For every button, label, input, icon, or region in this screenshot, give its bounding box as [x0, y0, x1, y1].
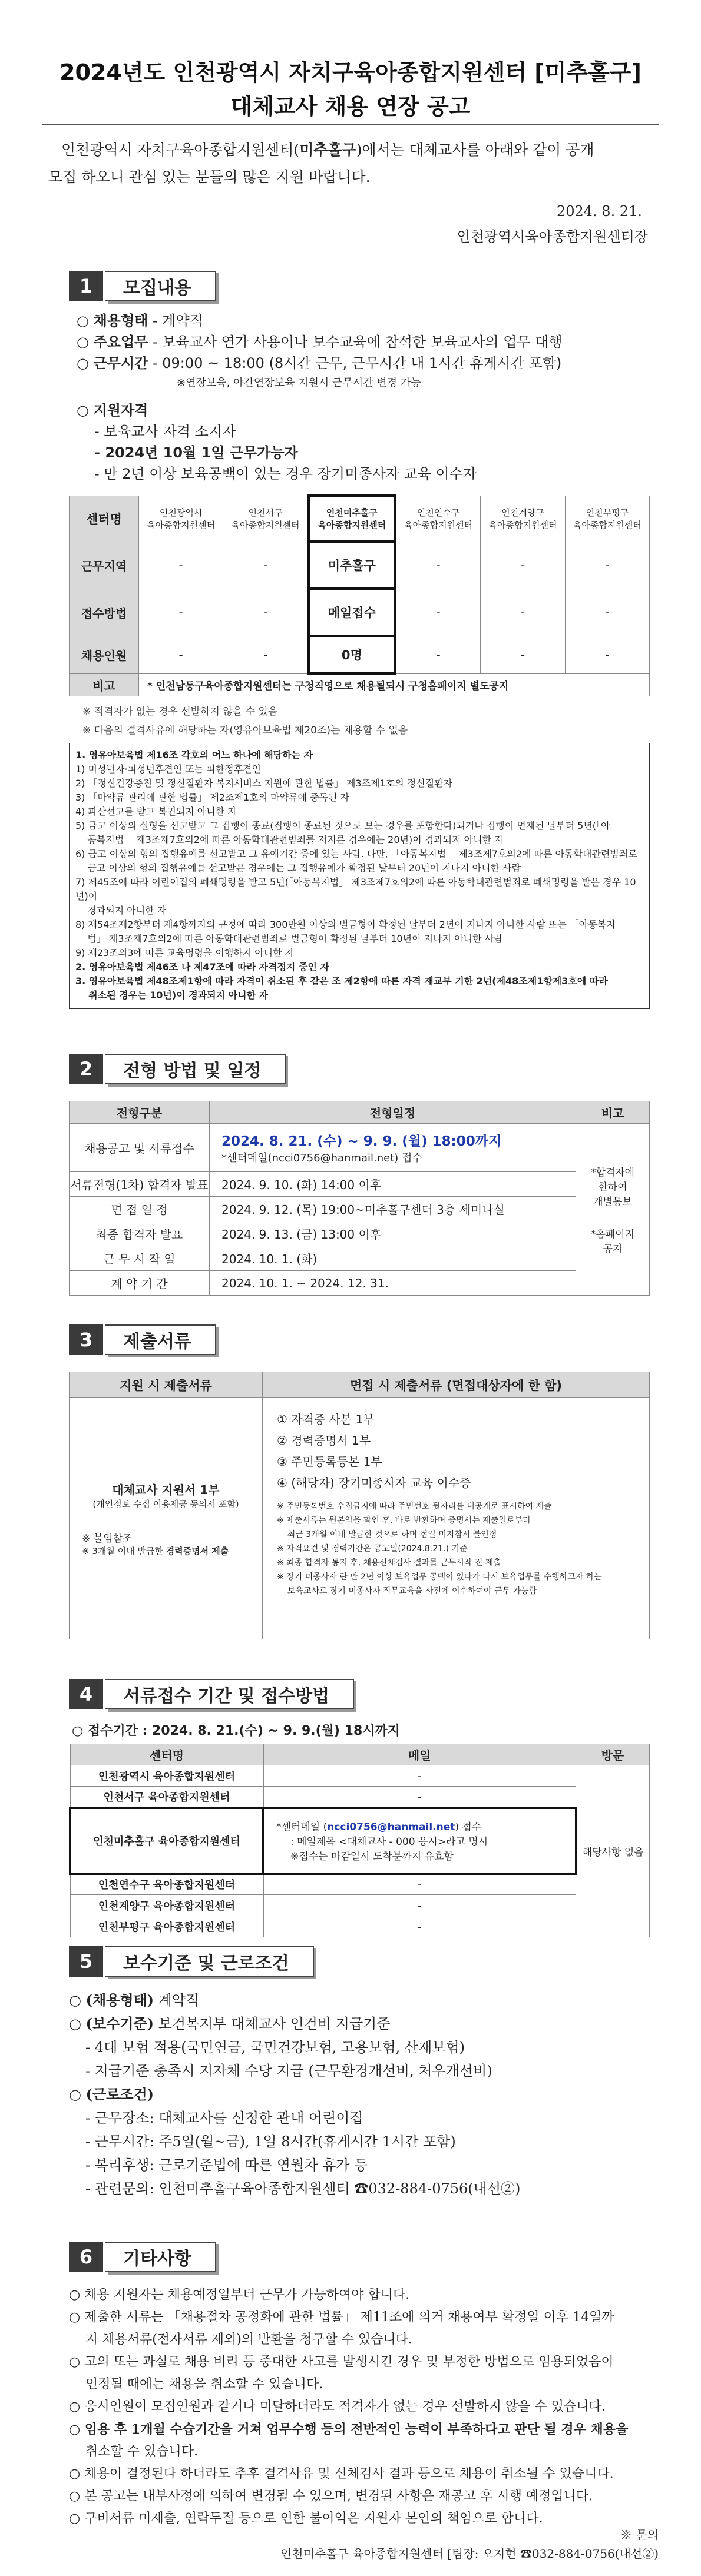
recruit-table: 센터명 인천광역시 육아종합지원센터 인천서구 육아종합지원센터 인천미추홀구 육아종합지원센터 인천연수구 육아종합지원센터 인천계양구 육아종합지원센터 인천부평구 육아종합지원센터 근무지역 - - 미추홀구 - - - 접수방법 - - 메일접수 - - - 채용인원 - - 0명 - - - 비고 * 인천남동구육아종합지원센터는 구청직영으로 채용될되시 구청홈페이지 별도공지 — [69, 494, 650, 696]
table-row: 서류전형(1차) 합격자 발표 2024. 9. 10. (화) 14:00 이후 — [70, 1172, 650, 1197]
section-5-header: 5 보수기준 및 근로조건 — [69, 1946, 314, 1977]
section-number: 1 — [69, 271, 103, 301]
receipt-period: ○ 접수기간 : 2024. 8. 21.(수) ~ 9. 9.(월) 18시까지 — [72, 1724, 401, 1738]
qual-line-3: - 만 2년 이상 보육공백이 있는 경우 장기미종사자 교육 이수자 — [94, 466, 477, 482]
receipt-table: 센터명 메일 방문 인천광역시 육아종합지원센터 - 해당사항 없음 인천서구 육아종합지원센터 - 인천미추홀구 육아종합지원센터 *센터메일 (ncci0756@hanmail.net) 접수 : 메일제목 <대체교사 - 000 응시>라고 명시 ※접수는 마감일시 도착분까지 유효함 인천연수구 육아종합지원센터 - 인천계양구 육아종합지원센터 - 인천부평구 육아종합지원센터 - — [69, 1744, 650, 1937]
table-row: 인천연수구 육아종합지원센터 - — [70, 1874, 650, 1895]
table-row: 최종 합격자 발표 2024. 9. 13. (금) 13:00 이후 — [70, 1221, 650, 1246]
item-work-hours: ○ 근무시간 - 09:00 ~ 18:00 (8시간 근무, 근무시간 내 1시간 휴게시간 포함) — [77, 355, 562, 371]
table-row: 근무지역 - - 미추홀구 - - - — [70, 542, 650, 589]
title-line1: 2024년도 인천광역시 자치구육아종합지원센터 [미추홀구] — [59, 59, 642, 85]
table-row: 인천부평구 육아종합지원센터 - — [70, 1916, 650, 1937]
item-main-duty: ○ 주요업무 - 보육교사 연가 사용이나 보수교육에 참석한 보육교사의 업무 대행 — [77, 334, 563, 350]
note-2: ※ 다음의 결격사유에 해당하는 자(영유아보육법 제20조)는 채용할 수 없음 — [82, 725, 408, 736]
table-remark: * 인천남동구육아종합지원센터는 구청직영으로 채용될되시 구청홈페이지 별도공지 — [139, 673, 650, 696]
section-title: 모집내용 — [105, 271, 216, 301]
title-line2: 대체교사 채용 연장 공고 — [230, 94, 471, 119]
table-row: 근 무 시 작 일 2024. 10. 1. (화) — [70, 1246, 650, 1271]
qual-line-2: - 2024년 10월 1일 근무가능자 — [94, 444, 298, 461]
etc-list: ○ 채용 지원자는 채용예정일부터 근무가 가능하여야 합니다. ○ 제출한 서류는 「채용절차 공정화에 관한 법률」 제11조에 의거 채용여부 확정일 이후 14일까 지 채용서류(전자서류 제외)의 반환을 청구할 수 있습니다. ○ 고의 또는 과실로 채용 비리 등 중대한 사고를 발생시킨 경우 및 부정한 방법으로 임용되었음이 인정될 때에는 채용을 취소할 수 있습니다. ○ 응시인원이 모집인원과 같거나 미달하더라도 적격자가 없는 경우 선발하지 않을 수 있습니다. ○ 임용 후 1개월 수습기간을 거쳐 업무수행 등의 전반적인 능력이 부족하다고 판단 될 경우 채용을 취소할 수 있습니다. ○ 채용이 결정된다 하더라도 추후 결격사유 및 신체검사 결과 등으로 채용이 취소될 수 있습니다. ○ 본 공고는 내부사정에 의하여 변경될 수 있으며, 변경된 사항은 재공고 후 시행 예정입니다. ○ 구비서류 미제출, 연락두절 등으로 인한 불이익은 지원자 본인의 책임으로 합니다. — [69, 2288, 629, 2526]
email-link[interactable]: ncci0756@hanmail.net — [327, 1821, 455, 1833]
schedule-table: 전형구분 전형일정 비고 채용공고 및 서류접수 2024. 8. 21. (수) ~ 9. 9. (월) 18:00까지 *센터메일(ncci0756@hanmail.net) 접수 *합격자에 한하여 개별통보 *홈페이지 공지 서류전형(1차) 합격자 발표 2024. 9. 10. (화) 14:00 이후 면 접 일 정 2024. 9. 12. (목) 19:00~미추홀구센터 3층 세미나실 최종 합격자 발표 2024. 9. 13. (금) 13:00 이후 근 무 시 작 일 2024. 10. 1. (화) 계 약 기 간 2024. 10. 1. ~ 2024. 12. 31. — [69, 1101, 650, 1296]
table-row: 인천미추홀구 육아종합지원센터 *센터메일 (ncci0756@hanmail.net) 접수 : 메일제목 <대체교사 - 000 응시>라고 명시 ※접수는 마감일시 도착분까지 유효함 — [70, 1808, 650, 1874]
disqualification-box: 1. 영유아보육법 제16조 각호의 어느 하나에 해당하는 자 1) 미성년자·피성년후견인 또는 피한정후견인 2) 「정신건강증진 및 정신질환자 복지서비스 지원에 관한 법률」 제3조제1호의 정신질환자 3) 「마약류 관리에 관한 법률」 제2조제1호의 마약류에 중독된 자 4) 파산선고를 받고 복권되지 아니한 자 5) 금고 이상의 실형을 선고받고 그 집행이 종료(집행이 종료된 것으로 보는 경우를 포함한다)되거나 집행이 면제된 날부터 5년(「아 동복지법」 제3조제7호의2에 따른 아동학대관련범죄를 저지른 경우에는 20년)이 경과되지 아니한 자 6) 금고 이상의 형의 집행유예를 선고받고 그 유예기간 중에 있는 사람. 다만, 「아동복지법」 제3조제7호의2에 따른 아동학대관련범죄로 금고 이상의 형의 집행유예를 선고받은 경우에는 그 집행유예가 확정된 날부터 20년이 지나지 아니한 사람 7) 제45조에 따라 어린이집의 폐쇄명령을 받고 5년(「아동복지법」 제3조제7호의2에 따른 아동학대관련범죄로 폐쇄명령을 받은 경우 10년)이 경과되지 아니한 자 8) 제54조제2항부터 제4항까지의 규정에 따라 300만원 이상의 벌금형이 확정된 날부터 2년이 지나지 아니한 사람 또는 「아동복지 법」 제3조제7호의2에 따른 아동학대관련범죄로 벌금형이 확정된 날부터 10년이 지나지 아니한 사람 9) 제23조의3에 따른 교육명령을 이행하지 아니한 자 2. 영유아보육법 제46조 나 제47조에 따라 자격정지 중인 자 3. 영유아보육법 제48조제1항에 따라 자격이 취소된 후 같은 조 제2항에 따른 자격 재교부 기한 2년(제48조제1항제3호에 따라 취소된 경우는 10년)이 경과되지 아니한 자 — [69, 743, 650, 1009]
item-qualification: ○ 지원자격 — [77, 402, 148, 419]
title-divider — [42, 124, 659, 125]
table-row: 채용공고 및 서류접수 2024. 8. 21. (수) ~ 9. 9. (월) 18:00까지 *센터메일(ncci0756@hanmail.net) 접수 *합격자에 한하여 개별통보 *홈페이지 공지 — [70, 1124, 650, 1172]
table-row: 계 약 기 간 2024. 10. 1. ~ 2024. 12. 31. — [70, 1271, 650, 1296]
announce-org: 인천광역시육아종합지원센터장 — [457, 228, 648, 245]
table-row: 채용인원 - - 0명 - - - — [70, 636, 650, 673]
qual-line-1: - 보육교사 자격 소지자 — [94, 423, 236, 440]
section-3-header: 3 제출서류 — [69, 1324, 216, 1355]
intro-paragraph: 인천광역시 자치구육아종합지원센터(미추홀구)에서는 대체교사를 아래와 같이 공개 모집 하오니 관심 있는 분들의 많은 지원 바랍니다. — [48, 141, 594, 185]
visit-cell: 해당사항 없음 — [576, 1765, 650, 1937]
table-row: 면 접 일 정 2024. 9. 12. (목) 19:00~미추홀구센터 3층 세미나실 — [70, 1197, 650, 1221]
pay-conditions: ○ (채용형태) 계약직 ○ (보수기준) 보건복지부 대체교사 인건비 지급기준 - 4대 보험 적용(국민연금, 국민건강보험, 고용보험, 산재보험) - 지급기준 충족시 지자체 수당 지급 (근무환경개선비, 처우개선비) ○ (근로조건) - 근무장소: 대체교사를 신청한 관내 어린이집 - 근무시간: 주5일(월~금), 1일 8시간(휴게시간 1시간 포함) - 복리후생: 근로기준법에 따른 연월차 휴가 등 - 관련문의: 인천미추홀구육아종합지원센터 ☎032-884-0756(내선②) — [69, 1991, 521, 2197]
section-1-header — [69, 271, 216, 301]
table-row: 인천서구 육아종합지원센터 - — [70, 1787, 650, 1808]
table-row: 인천광역시 육아종합지원센터 - 해당사항 없음 — [70, 1765, 650, 1787]
table-row: 접수방법 - - 메일접수 - - - — [70, 589, 650, 636]
work-hours-note: ※연장보육, 야간연장보육 지원시 근무시간 변경 가능 — [177, 377, 421, 389]
inquiry-label: ※ 문의 — [620, 2528, 659, 2542]
table-row: 인천계양구 육아종합지원센터 - — [70, 1895, 650, 1916]
item-employment-type: ○ 채용형태 - 계약직 — [77, 313, 203, 329]
section-2-header: 2 전형 방법 및 일정 — [69, 1054, 286, 1084]
section-6-header: 6 기타사항 — [69, 2242, 216, 2272]
announce-date: 2024. 8. 21. — [556, 203, 642, 220]
documents-table: 지원 시 제출서류 면접 시 제출서류 (면접대상자에 한 함) 대체교사 지원서 1부 (개인정보 수집 이용제공 동의서 포함) ※ 불임참조 ※ 3개월 이내 발급한 경력증명서 제출 ① 자격증 사본 1부 ② 경력증명서 1부 ③ 주민등록등본 1부 ④ (해당자) 장기미종사자 교육 이수증 ※ 주민등록번호 수집금지에 따라 주민번호 뒷자리를 비공개로 표시하여 제출 ※ 제출서류는 원본임을 확인 후, 바로 반환하며 증명서는 제출일로부터 최근 3개월 이내 발급한 것으로 하며 접일 미지참시 불인정 ※ 자격요건 및 경력기간은 공고일(2024.8.21.) 기준 ※ 최종 합격자 통지 후, 채용신체검사 결과를 근무시작 전 제출 ※ 장기 미종사자 란 만 2년 이상 보육업무 공백이 있다가 다시 보육업무를 수행하고자 하는 보육교사로 장기 미종사자 직무교육을 사전에 이수하여야 근무 가능함 — [69, 1372, 650, 1639]
note-1: ※ 적격자가 없는 경우 선발하지 않을 수 있음 — [82, 706, 278, 718]
inquiry-contact: 인천미추홀구 육아종합지원센터 [팀장: 오지현 ☎032-884-0756(내선②) — [280, 2547, 659, 2561]
section-4-header: 4 서류접수 기간 및 접수방법 — [69, 1679, 354, 1709]
